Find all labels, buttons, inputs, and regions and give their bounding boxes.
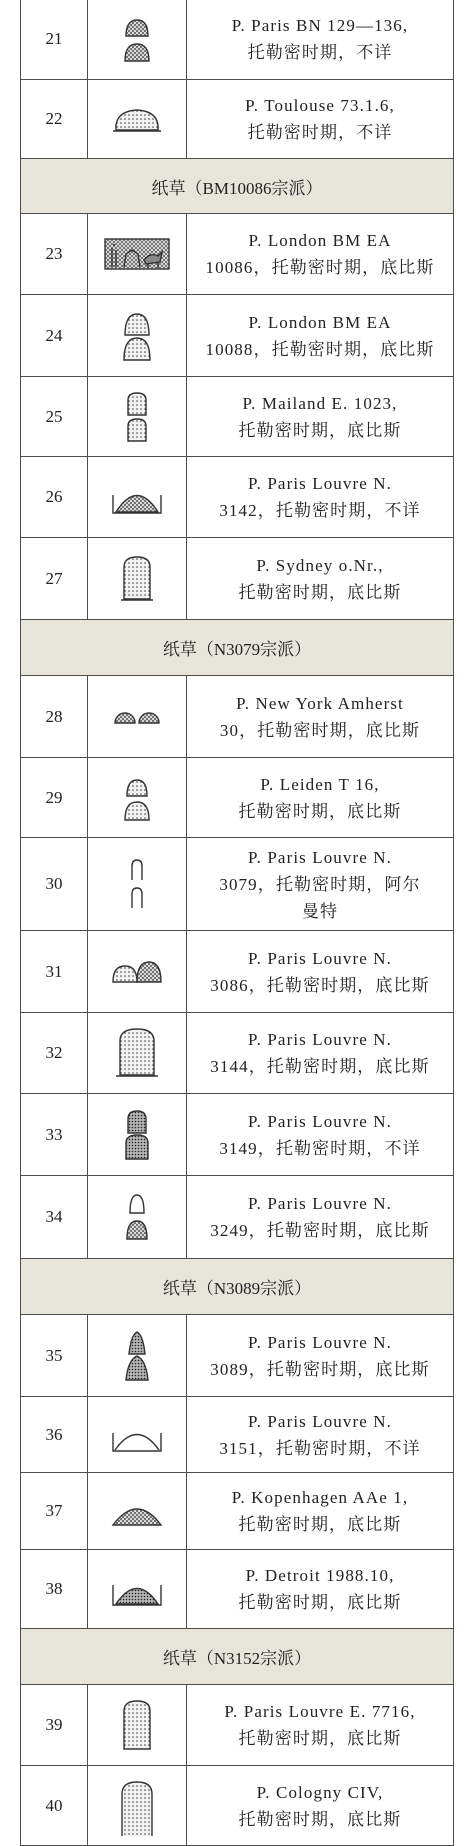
row-number: 22 [21,80,88,159]
source-line: P. Kopenhagen AAe 1, [231,1488,409,1507]
source-line: 30，托勒密时期，底比斯 [219,720,421,740]
table-row [21,295,454,377]
wide-shaded-dome-icon [107,1559,167,1619]
source-line: 托勒密时期，底比斯 [238,1809,402,1829]
table-row [21,1766,454,1846]
stacked-shaded-stelae-icon [107,1105,167,1165]
row-number: 28 [21,676,88,758]
table-row [21,214,454,295]
row-number: 25 [21,377,88,457]
wide-dotted-lunette-icon [107,89,167,149]
table-row [21,931,454,1013]
tall-dotted-stela-icon [107,1695,167,1755]
table-row [21,0,454,80]
table-row [21,1397,454,1473]
source-line: P. New York Amherst [236,693,404,713]
section-header-row [21,620,454,676]
source-cell [187,1766,454,1846]
source-cell [187,214,454,295]
source-cell [187,0,454,80]
source-cell [187,80,454,159]
source-line: 3089，托勒密时期，底比斯 [210,1359,430,1379]
table-row [21,1473,454,1550]
source-line: P. Paris Louvre E. 7716, [224,1702,416,1721]
source-line: P. Paris Louvre N. [248,1030,392,1049]
wide-crosshatched-dome-icon [107,467,167,527]
table-row [21,80,454,159]
large-dotted-stela-icon [107,1023,167,1083]
table-row [21,1176,454,1259]
table-row [21,538,454,620]
source-cell [187,1315,454,1397]
source-line: P. Paris Louvre N. [248,948,392,968]
source-line: 10088，托勒密时期，底比斯 [205,339,435,359]
row-number: 38 [21,1550,88,1629]
source-line: P. Paris Louvre N. [248,1194,392,1213]
source-line: P. Paris Louvre N. [248,1332,392,1352]
source-line: P. London BM EA [248,312,392,332]
stacked-hatched-domes-icon [107,9,167,69]
row-number: 27 [21,538,88,620]
table-row [21,377,454,457]
source-line: 托勒密时期，底比斯 [238,582,402,602]
source-cell [187,457,454,538]
source-line: 3149，托勒密时期，不详 [219,1138,421,1158]
source-line: 3249，托勒密时期，底比斯 [210,1221,430,1240]
row-number: 32 [21,1013,88,1094]
source-cell [187,676,454,758]
source-cell [187,1550,454,1629]
stacked-pointed-shapes-icon [107,1326,167,1386]
source-cell [187,1473,454,1550]
source-line: 3079，托勒密时期，阿尔 [219,874,421,894]
papyrus-table [20,0,454,1846]
source-cell [187,931,454,1013]
source-line: 托勒密时期，不详 [247,43,393,62]
source-line: 托勒密时期，不详 [247,123,393,142]
source-cell [187,838,454,931]
row-number: 40 [21,1766,88,1846]
section-header-row [21,1259,454,1315]
section-header: 纸草（N3079宗派） [21,620,454,676]
wide-crosshatched-dome-icon [107,1481,167,1541]
row-number: 30 [21,838,88,931]
source-line: 3142，托勒密时期，不详 [219,501,421,520]
source-line: P. London BM EA [248,231,392,250]
tall-dotted-stela-icon [107,549,167,609]
source-cell [187,1013,454,1094]
twin-domes-icon [107,942,167,1002]
section-header: 纸草（N3152宗派） [21,1629,454,1685]
table-row [21,457,454,538]
section-header: 纸草（BM10086宗派） [21,159,454,214]
row-number: 39 [21,1685,88,1766]
source-line: 托勒密时期，底比斯 [238,1729,402,1748]
source-line: 3086，托勒密时期，底比斯 [210,975,430,995]
table-row [21,1315,454,1397]
row-number: 34 [21,1176,88,1259]
table-row [21,1013,454,1094]
source-line: P. Mailand E. 1023, [242,393,398,413]
source-line: P. Toulouse 73.1.6, [245,96,395,115]
source-line: P. Detroit 1988.10, [245,1566,395,1585]
section-header-row [21,159,454,214]
source-cell [187,1094,454,1176]
stacked-dotted-domes-icon [107,306,167,366]
source-line: P. Cologny CIV, [256,1782,384,1802]
section-header: 纸草（N3089宗派） [21,1259,454,1315]
table-row [21,1685,454,1766]
source-line: 托勒密时期，底比斯 [238,801,402,821]
source-cell [187,1685,454,1766]
source-cell [187,1397,454,1473]
row-number: 31 [21,931,88,1013]
source-line: P. Paris Louvre N. [248,474,392,493]
row-number: 26 [21,457,88,538]
row-number: 36 [21,1397,88,1473]
arch-over-dome-icon [107,1187,167,1247]
row-number: 21 [21,0,88,80]
source-line: 3144，托勒密时期，底比斯 [210,1057,430,1076]
wide-arch-outline-icon [107,1405,167,1465]
table-row [21,838,454,931]
row-number: 29 [21,758,88,838]
vignette-scene-icon [102,234,172,274]
row-number: 33 [21,1094,88,1176]
source-line: 3151，托勒密时期，不详 [219,1438,421,1458]
source-cell [187,295,454,377]
source-line: P. Paris Louvre N. [248,1411,392,1431]
row-number: 35 [21,1315,88,1397]
source-line: 10086，托勒密时期，底比斯 [205,258,435,277]
stacked-narrow-arches-icon [107,854,167,914]
source-line: P. Paris Louvre N. [248,1111,392,1131]
source-line: 托勒密时期，底比斯 [238,420,402,440]
table-row [21,758,454,838]
table-row [21,1550,454,1629]
source-cell [187,1176,454,1259]
row-number: 37 [21,1473,88,1550]
table-row [21,676,454,758]
source-line: P. Sydney o.Nr., [256,555,384,575]
stacked-arches-icon [107,387,167,447]
stacked-dotted-domes-icon [107,768,167,828]
table-row [21,1094,454,1176]
source-line: P. Paris BN 129—136, [231,16,409,35]
twin-half-circles-icon [107,687,167,747]
source-line: P. Paris Louvre N. [248,847,392,867]
row-number: 24 [21,295,88,377]
source-line: 曼特 [301,901,339,921]
source-cell [187,377,454,457]
source-line: 托勒密时期，底比斯 [238,1515,402,1534]
source-cell [187,538,454,620]
section-header-row [21,1629,454,1685]
source-cell [187,758,454,838]
source-line: 托勒密时期，底比斯 [238,1593,402,1612]
source-line: P. Leiden T 16, [260,774,380,794]
tall-dotted-arch-icon [107,1776,167,1836]
row-number: 23 [21,214,88,295]
